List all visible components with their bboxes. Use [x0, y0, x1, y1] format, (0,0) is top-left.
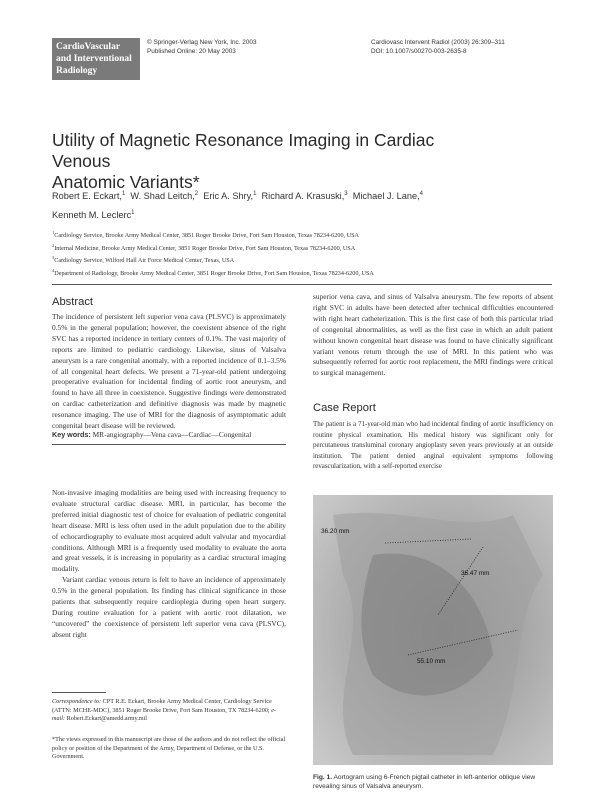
journal-logo-line: and Interventional: [56, 54, 132, 64]
citation-line: Cardiovasc Intervent Radiol (2003) 26:309–311: [371, 39, 505, 46]
copyright-line: © Springer-Verlag New York, Inc. 2003: [147, 39, 257, 46]
case-report-body: [313, 420, 553, 473]
keywords: [52, 430, 286, 441]
caption-label: Fig. 1.: [313, 774, 333, 781]
article-title: [52, 130, 472, 193]
abstract-text: The incidence of persistent left superior vena cava (PLSVC) is approximately 0.5% in the general population; however, the coexistent absence of the right SVC has a reported incidence in tertiary centers of 0.1%. The vast majority of reports are limited to pediatric cardiology. Likewise, sinus of Valsalva aneurysm is a rare congenital anomaly, with a reported incidence of 0.1–3.5% of all congenital heart defects. We present a 71-year-old patient undergoing preoperative evaluation for incidental finding of aortic root aneurysm, and found to have all three in coexistence. Suggestive findings were demonstrated on cardiac catheterization and definitive diagnosis was made by magnetic resonance imaging. The use of MRI for the diagnosis of asymptomatic adult congenital heart disease will be reviewed.: [52, 312, 286, 431]
header-publisher: [147, 39, 257, 56]
disclaimer-footnote: [52, 736, 286, 762]
keywords-divider: [52, 444, 286, 445]
abstract-heading: Abstract: [52, 296, 94, 308]
intro-body: [52, 488, 286, 641]
right-column-text: [313, 292, 553, 379]
continued-paragraph: superior vena cava, and sinus of Valsalva aneurysm. The few reports of absent right SVC in adults have been detected after technical difficulties encountered with right heart catheterization. This is the first case of both this particular triad of congenital abnormalities, as well as the first case in which an adult patient without known congenital heart disease was found to have clinically significant variant venous return through the use of MRI. In this patient who was subsequently referred for aortic root replacement, the MRI findings were critical to surgical management.: [313, 292, 553, 378]
footnote-divider: [52, 692, 106, 693]
correspondence-text: CPT R.E. Eckart, Brooke Army Medical Center, Cardiology Service (ATTN: MCHE-MDC), 3851 Roger Brooke Drive, Fort Sam Houston, TX 78234-6200;: [52, 698, 272, 714]
author: Kenneth M. Leclerc$^1$: [52, 210, 135, 221]
affiliation: $^2$Internal Medicine, Brooke Army Medical Center, 3851 Roger Brooke Drive, Fort Sam Houston, Texas 78234-6200, USA: [52, 242, 356, 252]
journal-logo-line: CardioVascular: [56, 42, 121, 52]
affiliation: $^4$Department of Radiology, Brooke Army Medical Center, 3851 Roger Brooke Drive, Fort Sam Houston, Texas 78234-6200, USA: [52, 267, 374, 278]
keywords-label: Key words:: [52, 430, 91, 439]
abstract-body: [52, 312, 286, 432]
intro-paragraph: Non-invasive imaging modalities are being used with increasing frequency to evaluate structural cardiac disease. MRI, in particular, has become the preferred initial diagnostic test of choice for evaluation of pediatric congenital heart disease. MRI is less often used in the adult population due to the ability of echocardiography to evaluate most acquired adult valvular and myocardial conditions. Although MRI is a frequently used modality to evaluate the aorta and great vessels, it is increasing in popularity as a cardiac structural imaging modality.: [52, 488, 286, 574]
measure-label-3: 55.10 mm: [417, 658, 446, 665]
email-label: e-mail:: [52, 706, 276, 723]
author: Michael J. Lane,$^4$: [352, 191, 423, 202]
affiliations: [52, 228, 552, 279]
author: Robert E. Eckart,$^1$: [52, 191, 126, 202]
caption-text: Aortogram using 6-French pigtail catheter in left-anterior oblique view revealing sinus of Valsalva aneurysm.: [313, 774, 536, 790]
aortogram-figure: [313, 495, 553, 765]
correspondence-footnote: [52, 698, 286, 724]
author-list: [52, 186, 542, 224]
header-divider: [52, 284, 552, 285]
title-line: Anatomic Variants*: [52, 172, 200, 192]
email-address: Robert.Eckart@amedd.army.mil: [66, 715, 147, 723]
aortogram-image: [313, 495, 553, 765]
measure-label-1: 36.20 mm: [321, 528, 350, 535]
title-line: Utility of Magnetic Resonance Imaging in Cardiac Venous: [52, 130, 435, 171]
case-report-text: The patient is a 71-year-old man who had incidental finding of aortic insufficiency on routine physical examination. His medical history was significant only for percutaneous transluminal coronary angioplasty seven years previously at an outside institution. The patient denied anginal equivalent symptoms following revascularization, with a self-reported exercise: [313, 421, 553, 471]
disclaimer-text: *The views expressed in this manuscript are those of the authors and do not reflect the official policy or position of the Department of the Army, Department of Defense, or the U.S. Government.: [52, 736, 286, 761]
affiliation: $^3$Cardiology Service, Wilford Hall Air Force Medical Center, Texas, USA: [52, 255, 235, 265]
affiliation: $^1$Cardiology Service, Brooke Army Medical Center, 3851 Roger Brooke Drive, Fort Sam Houston, Texas 78234-6200, USA: [52, 230, 360, 240]
case-report-heading: Case Report: [313, 402, 376, 414]
header-citation: [371, 39, 505, 56]
author: W. Shad Leitch,$^2$: [130, 191, 199, 202]
doi-line: DOI: 10.1007/s00270-003-2635-8: [371, 47, 467, 55]
journal-logo-line: Radiology: [56, 66, 98, 76]
author: Richard A. Krasuski,$^3$: [261, 191, 348, 202]
published-online-line: Published Online: 20 May 2003: [147, 47, 236, 55]
intro-paragraph: Variant cardiac venous return is felt to have an incidence of approximately 0.5% in the general population. Its finding has clinical significance in those patients that subsequently require cardioplegia during open heart surgery. During routine evaluation for a patient with aortic root dilatation, we “uncovered” the coexistence of persistent left superior vena cava (PLSVC), absent right: [52, 575, 286, 639]
correspondence-label: Correspondence to:: [52, 698, 102, 705]
figure-caption: [313, 773, 553, 791]
keywords-text: MR-angiography—Vena cava—Cardiac—Congenital: [92, 430, 252, 439]
journal-logo: [52, 38, 140, 80]
measure-label-2: 36.47 mm: [461, 570, 490, 577]
author: Eric A. Shry,$^1$: [203, 191, 257, 202]
